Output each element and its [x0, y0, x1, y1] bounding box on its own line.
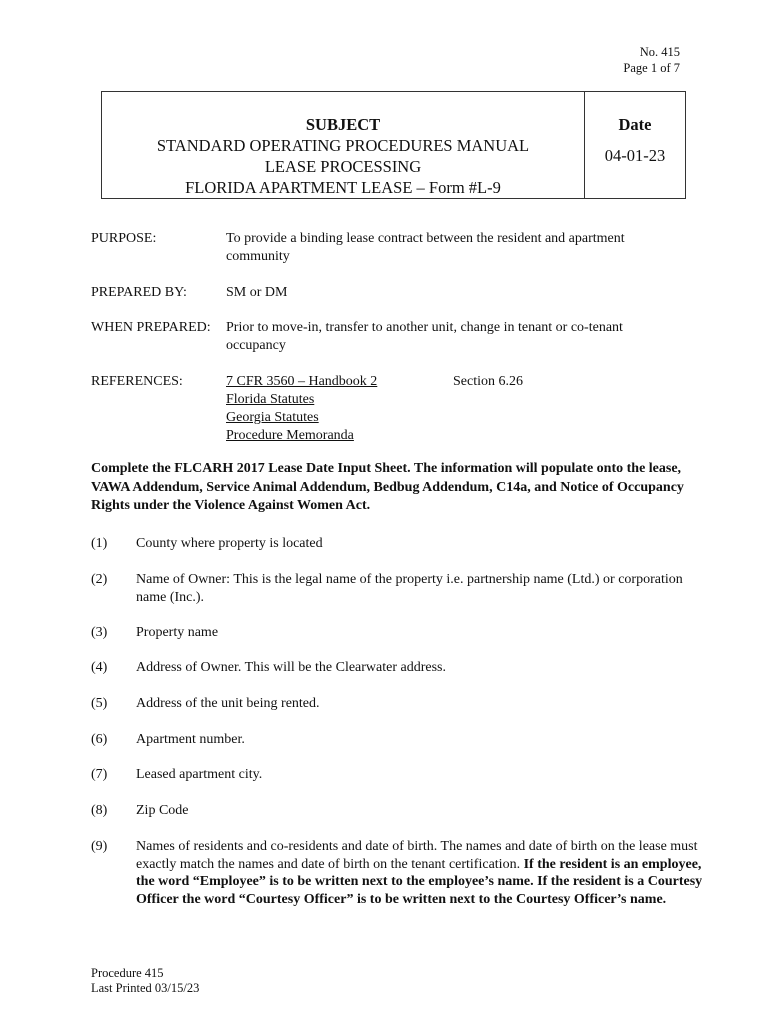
- purpose-label: PURPOSE:: [91, 231, 157, 246]
- item-text: Zip Code: [136, 803, 189, 818]
- page-indicator: Page 1 of 7: [623, 61, 680, 75]
- item-text-regular: Names of residents and co-residents and date of birth. The names and date of birth on the lease must exactly match the names and date of birth on the tenant certification.: [136, 839, 698, 872]
- footer: [91, 966, 199, 996]
- date-value: 04-01-23: [604, 146, 666, 165]
- intro-paragraph: Complete the FLCARH 2017 Lease Date Input Sheet. The information will populate onto the lease, VAWA Addendum, Service Animal Addendum, Bedbug Addendum, C14a, and Notice of Occupancy Rights under the Violence Against Women Act.: [91, 461, 684, 513]
- footer-procedure: Procedure 415: [91, 966, 164, 980]
- subject-line-3: FLORIDA APARTMENT LEASE – Form #L-9: [185, 178, 501, 197]
- item-text: Address of Owner. This will be the Clearwater address.: [136, 660, 446, 675]
- when-prepared-label: WHEN PREPARED:: [91, 320, 211, 335]
- references-list: [226, 373, 377, 445]
- item-text: Address of the unit being rented.: [136, 696, 320, 711]
- item-number: (6): [91, 732, 108, 747]
- subject-heading: SUBJECT: [305, 115, 381, 134]
- subject-line-1: STANDARD OPERATING PROCEDURES MANUAL: [156, 136, 530, 155]
- prepared-by-value: SM or DM: [226, 285, 288, 300]
- subject-table: [101, 91, 686, 199]
- item-number: (2): [91, 572, 108, 587]
- subject-line-2: LEASE PROCESSING: [264, 157, 422, 176]
- item-text: Leased apartment city.: [136, 767, 263, 782]
- item-number: (1): [91, 536, 108, 551]
- item-number: (8): [91, 803, 108, 818]
- item-text: Apartment number.: [136, 732, 245, 747]
- date-heading: Date: [618, 115, 652, 134]
- subject-cell: [102, 92, 585, 199]
- item-text: [136, 838, 706, 908]
- when-prepared-value: Prior to move-in, transfer to another unit, change in tenant or co-tenant occupancy: [226, 320, 623, 353]
- purpose-value: To provide a binding lease contract between the resident and apartment community: [226, 231, 625, 264]
- header-block: [623, 44, 680, 76]
- reference-link-cfr[interactable]: 7 CFR 3560 – Handbook 2: [226, 374, 378, 389]
- footer-printed: Last Printed 03/15/23: [91, 981, 200, 995]
- procedure-number: No. 415: [639, 45, 680, 59]
- item-text-bold: If the resident is an employee, the word “Employee” is to be written next to the employee’s name. If the resident is a Courtesy Officer the word “Courtesy Officer” is to be written next to the Courtesy Officer’s name.: [136, 856, 703, 907]
- reference-link-florida[interactable]: Florida Statutes: [226, 392, 315, 407]
- item-text: Property name: [136, 625, 219, 640]
- item-number: (7): [91, 767, 108, 782]
- item-text: Name of Owner: This is the legal name of the property i.e. partnership name (Ltd.) or corporation name (Inc.).: [136, 572, 683, 605]
- reference-link-georgia[interactable]: Georgia Statutes: [226, 410, 319, 425]
- item-number: (9): [91, 839, 108, 854]
- item-text: County where property is located: [136, 536, 323, 551]
- item-number: (4): [91, 660, 108, 675]
- references-section: Section 6.26: [453, 374, 523, 389]
- prepared-by-label: PREPARED BY:: [91, 285, 187, 300]
- item-number: (3): [91, 625, 108, 640]
- references-label: REFERENCES:: [91, 374, 183, 389]
- item-number: (5): [91, 696, 108, 711]
- reference-link-memoranda[interactable]: Procedure Memoranda: [226, 428, 354, 443]
- date-cell: [585, 92, 686, 199]
